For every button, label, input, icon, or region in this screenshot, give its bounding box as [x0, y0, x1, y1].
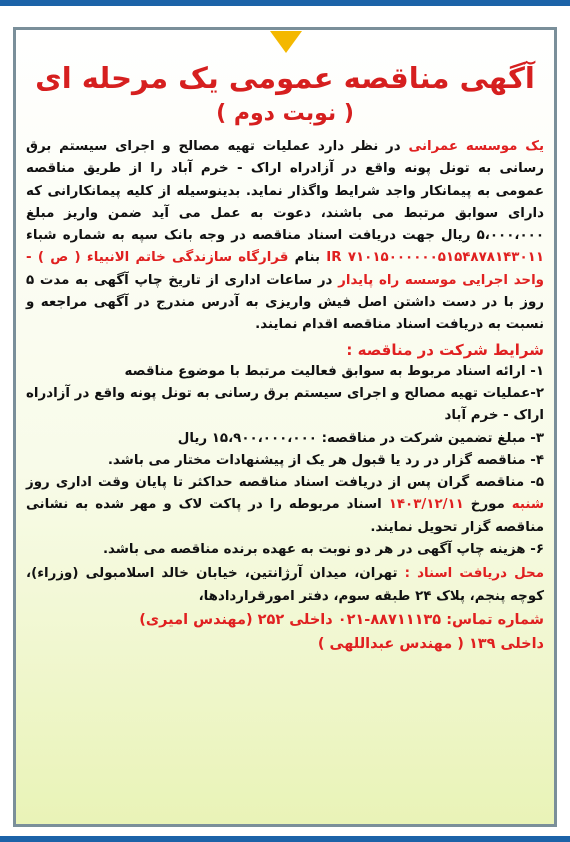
- docs-address: تهران، میدان آرژانتین، خیابان خالد اسلامبولی (وزراء)، کوچه پنجم، پلاک ۲۴ طبقه سوم، دفتر امورقراردادها،: [26, 566, 544, 604]
- condition-item-3: ۳- مبلغ تضمین شرکت در مناقصه: ۱۵،۹۰۰،۰۰۰،۰۰۰ ریال: [177, 430, 544, 446]
- condition5-text-c: اسناد مربوطه را در پاکت لاک و مهر شده به نشانی مناقصه گزار تحویل نمایند.: [26, 497, 544, 535]
- intro-paragraph: [26, 136, 544, 337]
- ad-content: [26, 58, 544, 656]
- condition5-text-a: ۵- مناقصه گران پس از دریافت اسناد مناقصه حداکثر تا پایان وقت اداری روز: [26, 475, 544, 491]
- condition-item-5: [26, 472, 544, 539]
- docs-label: محل دریافت اسناد :: [404, 566, 544, 582]
- pointer-triangle-icon: [270, 31, 302, 53]
- intro-text-2: بنام: [288, 250, 327, 266]
- condition-item-4: ۴- مناقصه گزار در رد یا قبول هر یک از پیشنهادات مختار می باشد.: [107, 452, 544, 468]
- deadline-day: شنبه: [511, 497, 544, 513]
- docs-location: [26, 563, 544, 608]
- organization-name: یک موسسه عمرانی: [408, 139, 544, 154]
- intro-text-1: در نظر دارد عملیات تهیه مصالح و اجرای سیستم برق رسانی به تونل پونه واقع در آزادراه اراک - خرم آباد را از طریق مناقصه عمومی به پیمانکار واجد شرایط واگذار نماید. بدینوسیله از کلیه پیمانکارانی که دارای سوابق مرتبط می باشند، دعوت به عمل می آید ضمن واریز مبلغ ۵،۰۰۰،۰۰۰ ریال جهت دریافت اسناد مناقصه در وجه بانک سپه به شماره شباء: [26, 139, 544, 244]
- ad-title: آگهی مناقصه عمومی یک مرحله ای: [35, 61, 535, 95]
- conditions-heading: شرایط شرکت در مناقصه :: [346, 340, 544, 359]
- ad-subtitle: ( نوبت دوم ): [216, 101, 354, 126]
- top-border-bar: [0, 0, 570, 6]
- condition-item-2: ۲-عملیات تهیه مصالح و اجرای سیستم برق رسانی به تونل پونه واقع در آزادراه اراک - خرم آباد: [26, 385, 544, 424]
- condition-item-6: ۶- هزینه چاپ آگهی در هر دو نوبت به عهده برنده مناقصه می باشد.: [102, 542, 544, 558]
- deadline-date: ۱۴۰۳/۱۲/۱۱: [388, 497, 464, 513]
- beneficiary-name: قرارگاه سازندگی خاتم الانبیاء ( ص ) - واحد اجرایی موسسه راه پایدار: [26, 250, 544, 288]
- intro-text-3: در ساعات اداری از تاریخ چاپ آگهی به مدت ۵ روز با در دست داشتن اصل فیش واریزی به آدرس مندرج در آگهی مراجعه و نسبت به دریافت اسناد مناقصه اقدام نمایند.: [26, 272, 544, 333]
- condition5-text-b: مورخ: [463, 497, 512, 513]
- bottom-border-bar: [0, 836, 570, 842]
- iban-number: IR ۷۱۰۱۵۰۰۰۰۰۰۵۱۵۴۸۷۸۱۴۳۰۱۱: [326, 250, 544, 266]
- phone-line-2: داخلی ۱۳۹ ( مهندس عبداللهی ): [317, 635, 544, 652]
- condition-item-1: ۱- ارائه اسناد مربوط به سوابق فعالیت مرتبط با موضوع مناقصه: [124, 363, 544, 379]
- phone-line-1: شماره تماس: ۸۸۷۱۱۱۳۵-۰۲۱ داخلی ۲۵۲ (مهندس امیری): [139, 611, 544, 628]
